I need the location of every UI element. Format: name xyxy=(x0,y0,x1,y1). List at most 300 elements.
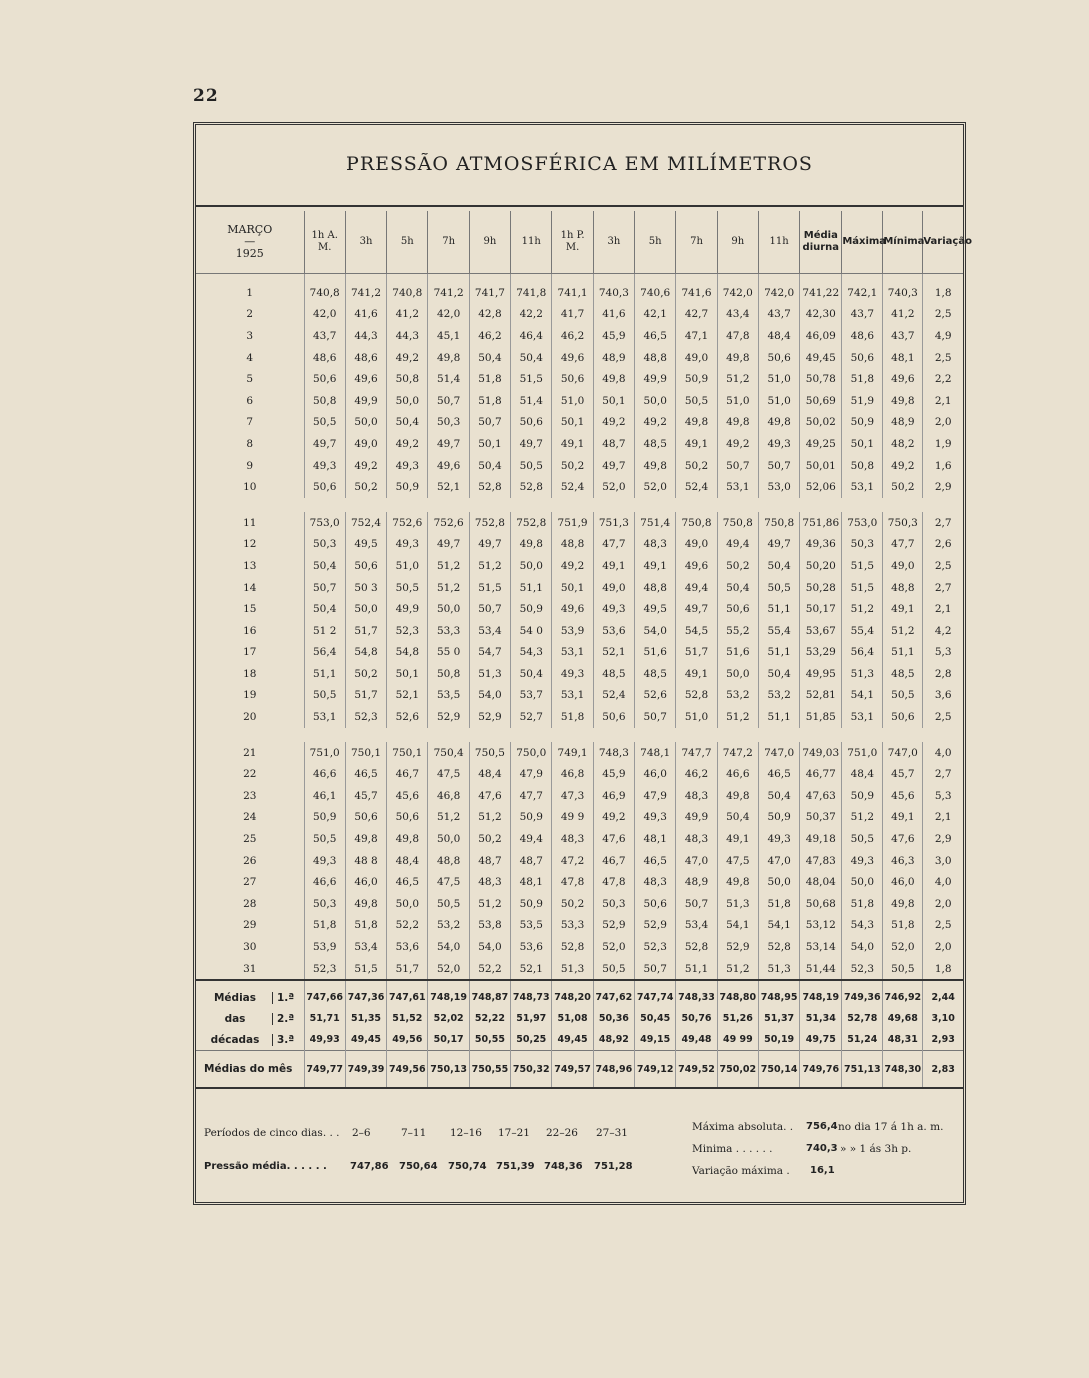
month-mean-cell: 750,14 xyxy=(758,1051,799,1089)
value-cell: 48,1 xyxy=(511,871,552,893)
value-cell: 53,5 xyxy=(428,685,469,707)
value-cell: 49,2 xyxy=(387,347,428,369)
decade-value-cell: 747,62 xyxy=(593,980,634,1008)
value-cell: 46,0 xyxy=(883,871,923,893)
value-cell: 47,5 xyxy=(428,871,469,893)
value-cell: 44,3 xyxy=(387,325,428,347)
value-cell: 51,5 xyxy=(345,958,386,981)
value-cell: 41,2 xyxy=(387,304,428,326)
value-cell: 52,1 xyxy=(511,958,552,981)
value-cell: 49,8 xyxy=(511,534,552,556)
value-cell: 50,2 xyxy=(883,476,923,498)
value-cell: 50,2 xyxy=(552,455,593,477)
day-cell: 18 xyxy=(243,667,257,680)
day-cell: 28 xyxy=(243,897,257,910)
value-cell: 49,2 xyxy=(593,412,634,434)
value-cell: 2,5 xyxy=(923,347,963,369)
value-cell: 741,1 xyxy=(552,274,593,304)
value-cell: 52,9 xyxy=(428,706,469,728)
decade-ordinal: 1.ª xyxy=(272,992,294,1004)
value-cell: 50,3 xyxy=(304,893,345,915)
value-cell: 50,4 xyxy=(758,555,799,577)
value-cell: 748,3 xyxy=(593,742,634,764)
day-cell: 20 xyxy=(243,711,257,724)
value-cell: 49,1 xyxy=(593,555,634,577)
value-cell: 740,6 xyxy=(635,274,676,304)
min-value: 740,3 xyxy=(806,1143,838,1154)
value-cell: 51,1 xyxy=(676,958,717,981)
value-cell: 55,4 xyxy=(842,620,883,642)
value-cell: 48,3 xyxy=(635,534,676,556)
month-mean-cell: 750,02 xyxy=(717,1051,758,1089)
column-header: 3h xyxy=(345,211,386,274)
table-body xyxy=(196,274,963,1089)
value-cell: 52,3 xyxy=(842,958,883,981)
table-row xyxy=(196,512,963,534)
value-cell: 49,6 xyxy=(552,347,593,369)
value-cell: 2,7 xyxy=(923,763,963,785)
value-cell: 47,7 xyxy=(593,534,634,556)
value-cell: 51,1 xyxy=(304,663,345,685)
column-header: 5h xyxy=(387,211,428,274)
value-cell: 750,1 xyxy=(387,742,428,764)
month-mean-cell: 749,76 xyxy=(800,1051,842,1089)
decade-value-cell: 50,25 xyxy=(511,1029,552,1051)
value-cell: 54,3 xyxy=(842,915,883,937)
period-range: 12–16 xyxy=(450,1127,482,1139)
month-mean-row xyxy=(196,1051,963,1089)
value-cell: 49,95 xyxy=(800,663,842,685)
table-row xyxy=(196,347,963,369)
value-cell: 53,6 xyxy=(593,620,634,642)
value-cell: 43,7 xyxy=(304,325,345,347)
value-cell: 50,5 xyxy=(304,412,345,434)
decade-value-cell: 48,31 xyxy=(883,1029,923,1051)
pressure-label: Pressão média. . . . . . xyxy=(204,1161,327,1172)
value-cell: 49,2 xyxy=(717,433,758,455)
decade-value-cell: 48,92 xyxy=(593,1029,634,1051)
decade-value-cell: 2,93 xyxy=(923,1029,963,1051)
value-cell: 50,2 xyxy=(345,663,386,685)
value-cell: 51,1 xyxy=(511,577,552,599)
table-row xyxy=(196,785,963,807)
value-cell: 48,9 xyxy=(883,412,923,434)
value-cell: 5,3 xyxy=(923,642,963,664)
value-cell: 2,0 xyxy=(923,893,963,915)
decade-value-cell: 50,45 xyxy=(635,1008,676,1029)
value-cell: 51,5 xyxy=(842,577,883,599)
day-cell: 1 xyxy=(246,286,254,299)
month-mean-cell: 748,96 xyxy=(593,1051,634,1089)
table-row xyxy=(196,555,963,577)
value-cell: 51,8 xyxy=(469,368,510,390)
value-cell: 50,6 xyxy=(552,368,593,390)
value-cell: 53,14 xyxy=(800,936,842,958)
value-cell: 55,2 xyxy=(717,620,758,642)
period-pressure-value: 751,39 xyxy=(496,1161,535,1172)
decade-value-cell: 51,08 xyxy=(552,1008,593,1029)
value-cell: 55 0 xyxy=(428,642,469,664)
value-cell: 50,2 xyxy=(552,893,593,915)
value-cell: 51,7 xyxy=(676,642,717,664)
value-cell: 42,0 xyxy=(428,304,469,326)
value-cell: 54,3 xyxy=(511,642,552,664)
value-cell: 747,0 xyxy=(883,742,923,764)
value-cell: 43,7 xyxy=(842,304,883,326)
value-cell: 55,4 xyxy=(758,620,799,642)
value-cell: 49,8 xyxy=(883,893,923,915)
value-cell: 53,1 xyxy=(842,706,883,728)
value-cell: 51,2 xyxy=(469,807,510,829)
value-cell: 50,20 xyxy=(800,555,842,577)
value-cell: 749,03 xyxy=(800,742,842,764)
day-cell: 23 xyxy=(243,789,257,802)
value-cell: 51,2 xyxy=(842,598,883,620)
value-cell: 46,4 xyxy=(511,325,552,347)
value-cell: 54,0 xyxy=(635,620,676,642)
value-cell: 52,06 xyxy=(800,476,842,498)
table-row xyxy=(196,763,963,785)
value-cell: 45,1 xyxy=(428,325,469,347)
value-cell: 50,69 xyxy=(800,390,842,412)
value-cell: 49,6 xyxy=(883,368,923,390)
value-cell: 50,37 xyxy=(800,807,842,829)
value-cell: 48,4 xyxy=(842,763,883,785)
value-cell: 2,9 xyxy=(923,828,963,850)
value-cell: 51,2 xyxy=(469,893,510,915)
value-cell: 741,2 xyxy=(345,274,386,304)
day-cell: 17 xyxy=(243,646,257,659)
column-header: Mínima xyxy=(883,211,923,274)
value-cell: 49,2 xyxy=(635,412,676,434)
column-header: Máxima xyxy=(842,211,883,274)
value-cell: 747,0 xyxy=(758,742,799,764)
value-cell: 50,0 xyxy=(345,598,386,620)
value-cell: 51,3 xyxy=(842,663,883,685)
value-cell: 45,7 xyxy=(345,785,386,807)
value-cell: 50,4 xyxy=(304,555,345,577)
value-cell: 52,2 xyxy=(387,915,428,937)
variation-label: Variação máxima . xyxy=(692,1165,790,1177)
month-mean-cell: 750,55 xyxy=(469,1051,510,1089)
value-cell: 53,1 xyxy=(304,706,345,728)
value-cell: 2,5 xyxy=(923,915,963,937)
decade-value-cell: 748,73 xyxy=(511,980,552,1008)
value-cell: 48,8 xyxy=(635,577,676,599)
value-cell: 53,4 xyxy=(676,915,717,937)
value-cell: 49,7 xyxy=(593,455,634,477)
value-cell: 43,7 xyxy=(758,304,799,326)
value-cell: 2,5 xyxy=(923,555,963,577)
value-cell: 49,0 xyxy=(345,433,386,455)
value-cell: 50,2 xyxy=(345,476,386,498)
value-cell: 1,6 xyxy=(923,455,963,477)
value-cell: 742,1 xyxy=(842,274,883,304)
value-cell: 45,7 xyxy=(883,763,923,785)
value-cell: 52,0 xyxy=(593,476,634,498)
month-mean-cell: 749,52 xyxy=(676,1051,717,1089)
value-cell: 50,5 xyxy=(304,828,345,850)
value-cell: 52,4 xyxy=(676,476,717,498)
value-cell: 752,8 xyxy=(511,512,552,534)
value-cell: 49,6 xyxy=(552,598,593,620)
value-cell: 2,1 xyxy=(923,390,963,412)
value-cell: 50,5 xyxy=(883,958,923,981)
value-cell: 52,4 xyxy=(593,685,634,707)
value-cell: 50,5 xyxy=(511,455,552,477)
value-cell: 50,9 xyxy=(758,807,799,829)
value-cell: 47,0 xyxy=(758,850,799,872)
value-cell: 48,4 xyxy=(758,325,799,347)
value-cell: 741,6 xyxy=(676,274,717,304)
value-cell: 49,0 xyxy=(593,577,634,599)
decade-label-cell xyxy=(196,1029,304,1051)
day-cell: 25 xyxy=(243,833,257,846)
value-cell: 53,5 xyxy=(511,915,552,937)
table-row xyxy=(196,433,963,455)
month-mean-cell: 749,56 xyxy=(387,1051,428,1089)
period-pressure-value: 750,64 xyxy=(399,1161,438,1172)
value-cell: 51,6 xyxy=(717,642,758,664)
decade-value-cell: 50,76 xyxy=(676,1008,717,1029)
period-pressure-value: 751,28 xyxy=(594,1161,633,1172)
value-cell: 49,8 xyxy=(387,828,428,850)
value-cell: 54,7 xyxy=(469,642,510,664)
value-cell: 49,3 xyxy=(758,828,799,850)
value-cell: 47,8 xyxy=(552,871,593,893)
value-cell: 50,5 xyxy=(428,893,469,915)
value-cell: 52,8 xyxy=(552,936,593,958)
value-cell: 49,8 xyxy=(345,893,386,915)
value-cell: 51,2 xyxy=(717,706,758,728)
day-cell: 3 xyxy=(246,329,254,342)
value-cell: 46,5 xyxy=(635,850,676,872)
value-cell: 50,7 xyxy=(635,958,676,981)
day-cell: 21 xyxy=(243,746,257,759)
value-cell: 43,4 xyxy=(717,304,758,326)
value-cell: 49,25 xyxy=(800,433,842,455)
value-cell: 54,5 xyxy=(676,620,717,642)
value-cell: 49,7 xyxy=(758,534,799,556)
table-row xyxy=(196,871,963,893)
decade-label-cell xyxy=(196,980,304,1008)
value-cell: 50,0 xyxy=(758,871,799,893)
value-cell: 50,5 xyxy=(883,685,923,707)
table-frame xyxy=(193,122,972,1205)
value-cell: 4,2 xyxy=(923,620,963,642)
month-mean-cell: 749,39 xyxy=(345,1051,386,1089)
table-row xyxy=(196,915,963,937)
value-cell: 51,8 xyxy=(842,368,883,390)
value-cell: 49,5 xyxy=(345,534,386,556)
decade-gap xyxy=(196,498,963,512)
value-cell: 51,2 xyxy=(428,807,469,829)
value-cell: 51,5 xyxy=(842,555,883,577)
value-cell: 50,6 xyxy=(345,807,386,829)
value-cell: 50,1 xyxy=(593,390,634,412)
value-cell: 56,4 xyxy=(304,642,345,664)
value-cell: 50,01 xyxy=(800,455,842,477)
value-cell: 50,9 xyxy=(387,476,428,498)
value-cell: 49,7 xyxy=(676,598,717,620)
decade-value-cell: 51,71 xyxy=(304,1008,345,1029)
value-cell: 50,7 xyxy=(717,455,758,477)
value-cell: 2,1 xyxy=(923,598,963,620)
value-cell: 52,8 xyxy=(511,476,552,498)
value-cell: 53,8 xyxy=(469,915,510,937)
table-row xyxy=(196,663,963,685)
table-row xyxy=(196,893,963,915)
table-row xyxy=(196,706,963,728)
value-cell: 52,9 xyxy=(469,706,510,728)
value-cell: 49,9 xyxy=(676,807,717,829)
value-cell: 54,1 xyxy=(717,915,758,937)
value-cell: 50,1 xyxy=(552,577,593,599)
value-cell: 753,0 xyxy=(304,512,345,534)
column-header: 1h P. M. xyxy=(552,211,593,274)
decade-mean-row xyxy=(196,1029,963,1051)
value-cell: 741,7 xyxy=(469,274,510,304)
value-cell: 50,9 xyxy=(676,368,717,390)
period-pressure-value: 750,74 xyxy=(448,1161,487,1172)
day-cell: 27 xyxy=(243,876,257,889)
decade-value-cell: 747,66 xyxy=(304,980,345,1008)
column-header: Variação xyxy=(923,211,963,274)
value-cell: 53,6 xyxy=(387,936,428,958)
value-cell: 41,2 xyxy=(883,304,923,326)
value-cell: 50 3 xyxy=(345,577,386,599)
value-cell: 2,8 xyxy=(923,663,963,685)
value-cell: 52,4 xyxy=(552,476,593,498)
value-cell: 49,7 xyxy=(469,534,510,556)
value-cell: 49,8 xyxy=(717,347,758,369)
table-row xyxy=(196,685,963,707)
value-cell: 4,9 xyxy=(923,325,963,347)
value-cell: 42,0 xyxy=(304,304,345,326)
day-cell: 9 xyxy=(246,459,254,472)
value-cell: 50,4 xyxy=(758,785,799,807)
decade-value-cell: 3,10 xyxy=(923,1008,963,1029)
value-cell: 48,7 xyxy=(593,433,634,455)
period-pressure-value: 747,86 xyxy=(350,1161,389,1172)
value-cell: 47,2 xyxy=(552,850,593,872)
value-cell: 50,4 xyxy=(469,455,510,477)
value-cell: 752,4 xyxy=(345,512,386,534)
value-cell: 51,2 xyxy=(717,368,758,390)
value-cell: 48,5 xyxy=(635,433,676,455)
value-cell: 50,7 xyxy=(428,390,469,412)
table-row xyxy=(196,274,963,304)
value-cell: 48 8 xyxy=(345,850,386,872)
page-title: PRESSÃO ATMOSFÉRICA EM MILÍMETROS xyxy=(346,153,813,175)
value-cell: 747,2 xyxy=(717,742,758,764)
value-cell: 53,12 xyxy=(800,915,842,937)
value-cell: 48,9 xyxy=(676,871,717,893)
value-cell: 49,7 xyxy=(428,534,469,556)
value-cell: 47,8 xyxy=(593,871,634,893)
value-cell: 50,28 xyxy=(800,577,842,599)
value-cell: 54,1 xyxy=(842,685,883,707)
value-cell: 751,4 xyxy=(635,512,676,534)
value-cell: 49,1 xyxy=(676,433,717,455)
value-cell: 50,0 xyxy=(387,390,428,412)
value-cell: 740,3 xyxy=(593,274,634,304)
value-cell: 48,5 xyxy=(635,663,676,685)
value-cell: 52,2 xyxy=(469,958,510,981)
value-cell: 747,7 xyxy=(676,742,717,764)
value-cell: 50,9 xyxy=(304,807,345,829)
value-cell: 48,6 xyxy=(345,347,386,369)
month-dash: — xyxy=(244,235,256,248)
value-cell: 46,6 xyxy=(304,871,345,893)
value-cell: 751,9 xyxy=(552,512,593,534)
decade-value-cell: 51,52 xyxy=(387,1008,428,1029)
decade-value-cell: 748,20 xyxy=(552,980,593,1008)
value-cell: 53,67 xyxy=(800,620,842,642)
value-cell: 48,4 xyxy=(469,763,510,785)
value-cell: 50,0 xyxy=(717,663,758,685)
table-row xyxy=(196,850,963,872)
value-cell: 51,3 xyxy=(469,663,510,685)
value-cell: 50,7 xyxy=(676,893,717,915)
value-cell: 46,2 xyxy=(676,763,717,785)
decade-label: décadas xyxy=(210,1033,260,1046)
decade-value-cell: 51,97 xyxy=(511,1008,552,1029)
value-cell: 741,2 xyxy=(428,274,469,304)
value-cell: 52,8 xyxy=(676,685,717,707)
day-cell: 13 xyxy=(243,559,257,572)
value-cell: 45,9 xyxy=(593,763,634,785)
value-cell: 741,22 xyxy=(800,274,842,304)
column-header: Média diurna xyxy=(800,211,842,274)
value-cell: 49,5 xyxy=(635,598,676,620)
value-cell: 43,7 xyxy=(883,325,923,347)
day-cell: 11 xyxy=(243,516,257,529)
header-row xyxy=(196,211,963,274)
value-cell: 53,1 xyxy=(842,476,883,498)
value-cell: 52,9 xyxy=(717,936,758,958)
value-cell: 49,8 xyxy=(676,412,717,434)
value-cell: 53,7 xyxy=(511,685,552,707)
value-cell: 53,1 xyxy=(552,642,593,664)
page-number: 22 xyxy=(193,86,219,106)
value-cell: 53,3 xyxy=(428,620,469,642)
value-cell: 51,8 xyxy=(758,893,799,915)
value-cell: 48,5 xyxy=(593,663,634,685)
value-cell: 51,9 xyxy=(842,390,883,412)
value-cell: 53,29 xyxy=(800,642,842,664)
value-cell: 2,9 xyxy=(923,476,963,498)
day-cell: 29 xyxy=(243,919,257,932)
period-range: 17–21 xyxy=(498,1127,530,1139)
value-cell: 49,1 xyxy=(635,555,676,577)
value-cell: 49,3 xyxy=(593,598,634,620)
value-cell: 49,1 xyxy=(552,433,593,455)
value-cell: 46,5 xyxy=(635,325,676,347)
decade-value-cell: 748,87 xyxy=(469,980,510,1008)
value-cell: 54,8 xyxy=(387,642,428,664)
decade-mean-row xyxy=(196,1008,963,1029)
value-cell: 50,4 xyxy=(511,663,552,685)
value-cell: 51,8 xyxy=(345,915,386,937)
value-cell: 47,6 xyxy=(883,828,923,850)
value-cell: 50,8 xyxy=(428,663,469,685)
value-cell: 51,4 xyxy=(511,390,552,412)
value-cell: 48,3 xyxy=(552,828,593,850)
decade-value-cell: 748,95 xyxy=(758,980,799,1008)
value-cell: 3,0 xyxy=(923,850,963,872)
value-cell: 51 2 xyxy=(304,620,345,642)
